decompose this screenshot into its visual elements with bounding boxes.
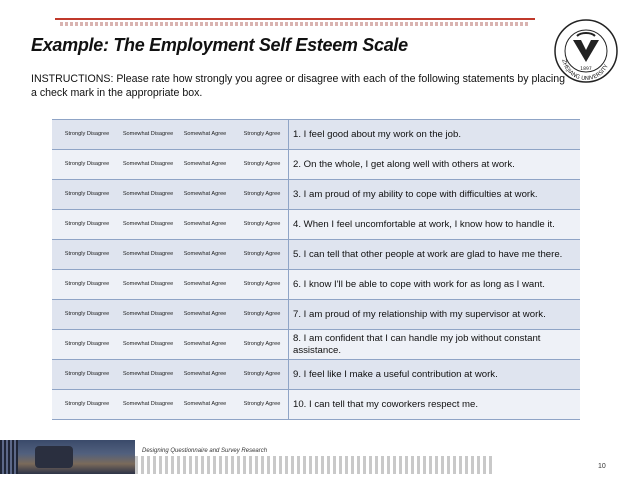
option-somewhat-disagree[interactable]: Somewhat Disagree <box>122 180 174 210</box>
option-somewhat-disagree[interactable]: Somewhat Disagree <box>122 390 174 420</box>
option-somewhat-disagree[interactable]: Somewhat Disagree <box>122 150 174 180</box>
option-strongly-disagree[interactable]: Strongly Disagree <box>52 330 122 360</box>
statement-text: 10. I can tell that my coworkers respect me. <box>289 390 581 420</box>
option-strongly-agree[interactable]: Strongly Agree <box>236 360 289 390</box>
option-strongly-disagree[interactable]: Strongly Disagree <box>52 300 122 330</box>
option-somewhat-disagree[interactable]: Somewhat Disagree <box>122 120 174 150</box>
top-divider-line <box>55 18 535 20</box>
footer-course-title: Designing Questionnaire and Survey Research <box>142 448 270 454</box>
statement-text: 7. I am proud of my relationship with my supervisor at work. <box>289 300 581 330</box>
survey-row <box>52 240 580 270</box>
option-strongly-disagree[interactable]: Strongly Disagree <box>52 120 122 150</box>
option-somewhat-agree[interactable]: Somewhat Agree <box>174 270 236 300</box>
option-somewhat-disagree[interactable]: Somewhat Disagree <box>122 360 174 390</box>
option-somewhat-agree[interactable]: Somewhat Agree <box>174 330 236 360</box>
option-strongly-disagree[interactable]: Strongly Disagree <box>52 360 122 390</box>
page-number: 10 <box>598 463 606 470</box>
option-somewhat-disagree[interactable]: Somewhat Disagree <box>122 330 174 360</box>
option-strongly-disagree[interactable]: Strongly Disagree <box>52 150 122 180</box>
option-strongly-disagree[interactable]: Strongly Disagree <box>52 270 122 300</box>
option-somewhat-agree[interactable]: Somewhat Agree <box>174 210 236 240</box>
survey-row <box>52 150 580 180</box>
statement-text: 8. I am confident that I can handle my job without constant assistance. <box>289 330 581 360</box>
option-somewhat-disagree[interactable]: Somewhat Disagree <box>122 300 174 330</box>
option-strongly-agree[interactable]: Strongly Agree <box>236 390 289 420</box>
statement-text: 9. I feel like I make a useful contribution at work. <box>289 360 581 390</box>
option-somewhat-disagree[interactable]: Somewhat Disagree <box>122 270 174 300</box>
option-somewhat-agree[interactable]: Somewhat Agree <box>174 180 236 210</box>
slide-title: Example: The Employment Self Esteem Scale <box>31 35 408 55</box>
option-strongly-disagree[interactable]: Strongly Disagree <box>52 210 122 240</box>
option-strongly-agree[interactable]: Strongly Agree <box>236 300 289 330</box>
instructions-text: INSTRUCTIONS: Please rate how strongly you agree or disagree with each of the following statements by placing a check mark in the appropriate box. <box>31 73 566 99</box>
option-somewhat-disagree[interactable]: Somewhat Disagree <box>122 240 174 270</box>
statement-text: 2. On the whole, I get along well with others at work. <box>289 150 581 180</box>
option-somewhat-agree[interactable]: Somewhat Agree <box>174 120 236 150</box>
statement-text: 3. I am proud of my ability to cope with difficulties at work. <box>289 180 581 210</box>
option-strongly-agree[interactable]: Strongly Agree <box>236 270 289 300</box>
survey-row <box>52 300 580 330</box>
footer-dotted-band <box>135 456 495 474</box>
option-strongly-disagree[interactable]: Strongly Disagree <box>52 180 122 210</box>
option-strongly-agree[interactable]: Strongly Agree <box>236 150 289 180</box>
survey-row <box>52 270 580 300</box>
statement-text: 1. I feel good about my work on the job. <box>289 120 581 150</box>
survey-row <box>52 390 580 420</box>
option-somewhat-agree[interactable]: Somewhat Agree <box>174 360 236 390</box>
footer-campus-image <box>0 440 135 474</box>
option-strongly-agree[interactable]: Strongly Agree <box>236 180 289 210</box>
option-strongly-agree[interactable]: Strongly Agree <box>236 240 289 270</box>
survey-row <box>52 330 580 360</box>
option-strongly-disagree[interactable]: Strongly Disagree <box>52 240 122 270</box>
survey-row <box>52 360 580 390</box>
statement-text: 6. I know I'll be able to cope with work for as long as I want. <box>289 270 581 300</box>
option-somewhat-agree[interactable]: Somewhat Agree <box>174 300 236 330</box>
option-strongly-agree[interactable]: Strongly Agree <box>236 120 289 150</box>
survey-table <box>52 119 580 420</box>
option-somewhat-agree[interactable]: Somewhat Agree <box>174 150 236 180</box>
option-strongly-agree[interactable]: Strongly Agree <box>236 330 289 360</box>
statement-text: 5. I can tell that other people at work are glad to have me there. <box>289 240 581 270</box>
seal-text: ZHEJIANG UNIVERSITY <box>560 58 610 83</box>
option-strongly-agree[interactable]: Strongly Agree <box>236 210 289 240</box>
option-somewhat-agree[interactable]: Somewhat Agree <box>174 390 236 420</box>
option-somewhat-disagree[interactable]: Somewhat Disagree <box>122 210 174 240</box>
seal-year: 1897 <box>580 67 592 72</box>
survey-row <box>52 210 580 240</box>
survey-row <box>52 120 580 150</box>
statement-text: 4. When I feel uncomfortable at work, I know how to handle it. <box>289 210 581 240</box>
survey-row <box>52 180 580 210</box>
top-dotted-line <box>60 22 530 26</box>
option-somewhat-agree[interactable]: Somewhat Agree <box>174 240 236 270</box>
option-strongly-disagree[interactable]: Strongly Disagree <box>52 390 122 420</box>
